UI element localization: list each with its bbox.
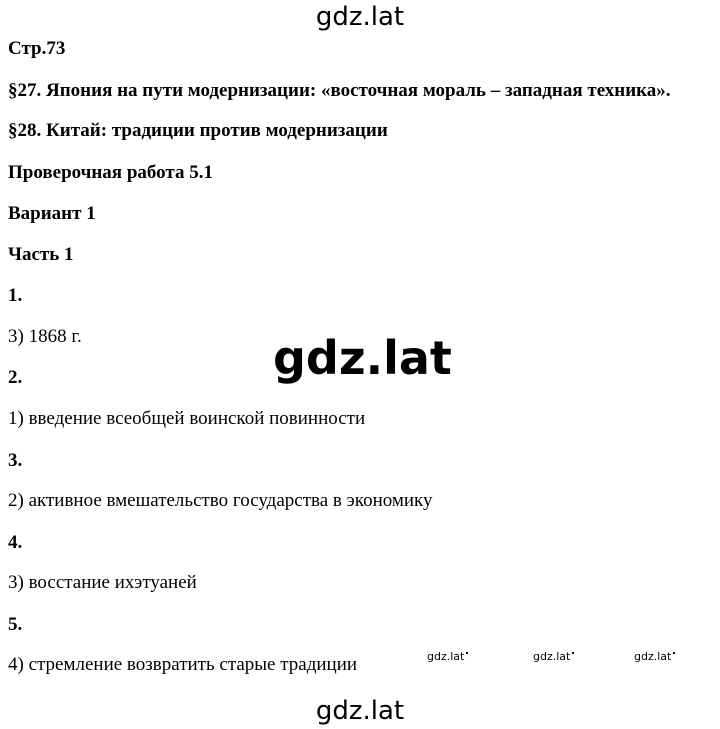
question-number: 1.	[8, 285, 23, 306]
part-label: Часть 1	[8, 244, 74, 265]
variant-label: Вариант 1	[8, 203, 96, 224]
question-number: 4.	[8, 532, 23, 553]
question-answer: 3) 1868 г.	[8, 326, 82, 347]
section-28-heading: §28. Китай: традиции против модернизации	[8, 120, 388, 141]
watermark-small: gdz.lat	[533, 650, 574, 663]
question-answer: 4) стремление возвратить старые традиции	[8, 654, 358, 675]
watermark-small: gdz.lat	[427, 650, 468, 663]
watermark-bottom: gdz.lat	[315, 696, 405, 726]
page-number: Стр.73	[8, 38, 66, 59]
test-title: Проверочная работа 5.1	[8, 162, 213, 183]
question-answer: 1) введение всеобщей воинской повинности	[8, 408, 366, 429]
question-number: 5.	[8, 614, 23, 635]
watermark-center: gdz.lat	[273, 331, 452, 385]
question-answer: 3) восстание ихэтуаней	[8, 572, 197, 593]
watermark-small: gdz.lat	[634, 650, 675, 663]
question-number: 3.	[8, 450, 23, 471]
question-answer: 2) активное вмешательство государства в экономику	[8, 490, 433, 511]
section-27-heading: §27. Япония на пути модернизации: «восточная мораль – западная техника».	[8, 80, 671, 101]
question-number: 2.	[8, 367, 23, 388]
watermark-top: gdz.lat	[315, 2, 405, 32]
